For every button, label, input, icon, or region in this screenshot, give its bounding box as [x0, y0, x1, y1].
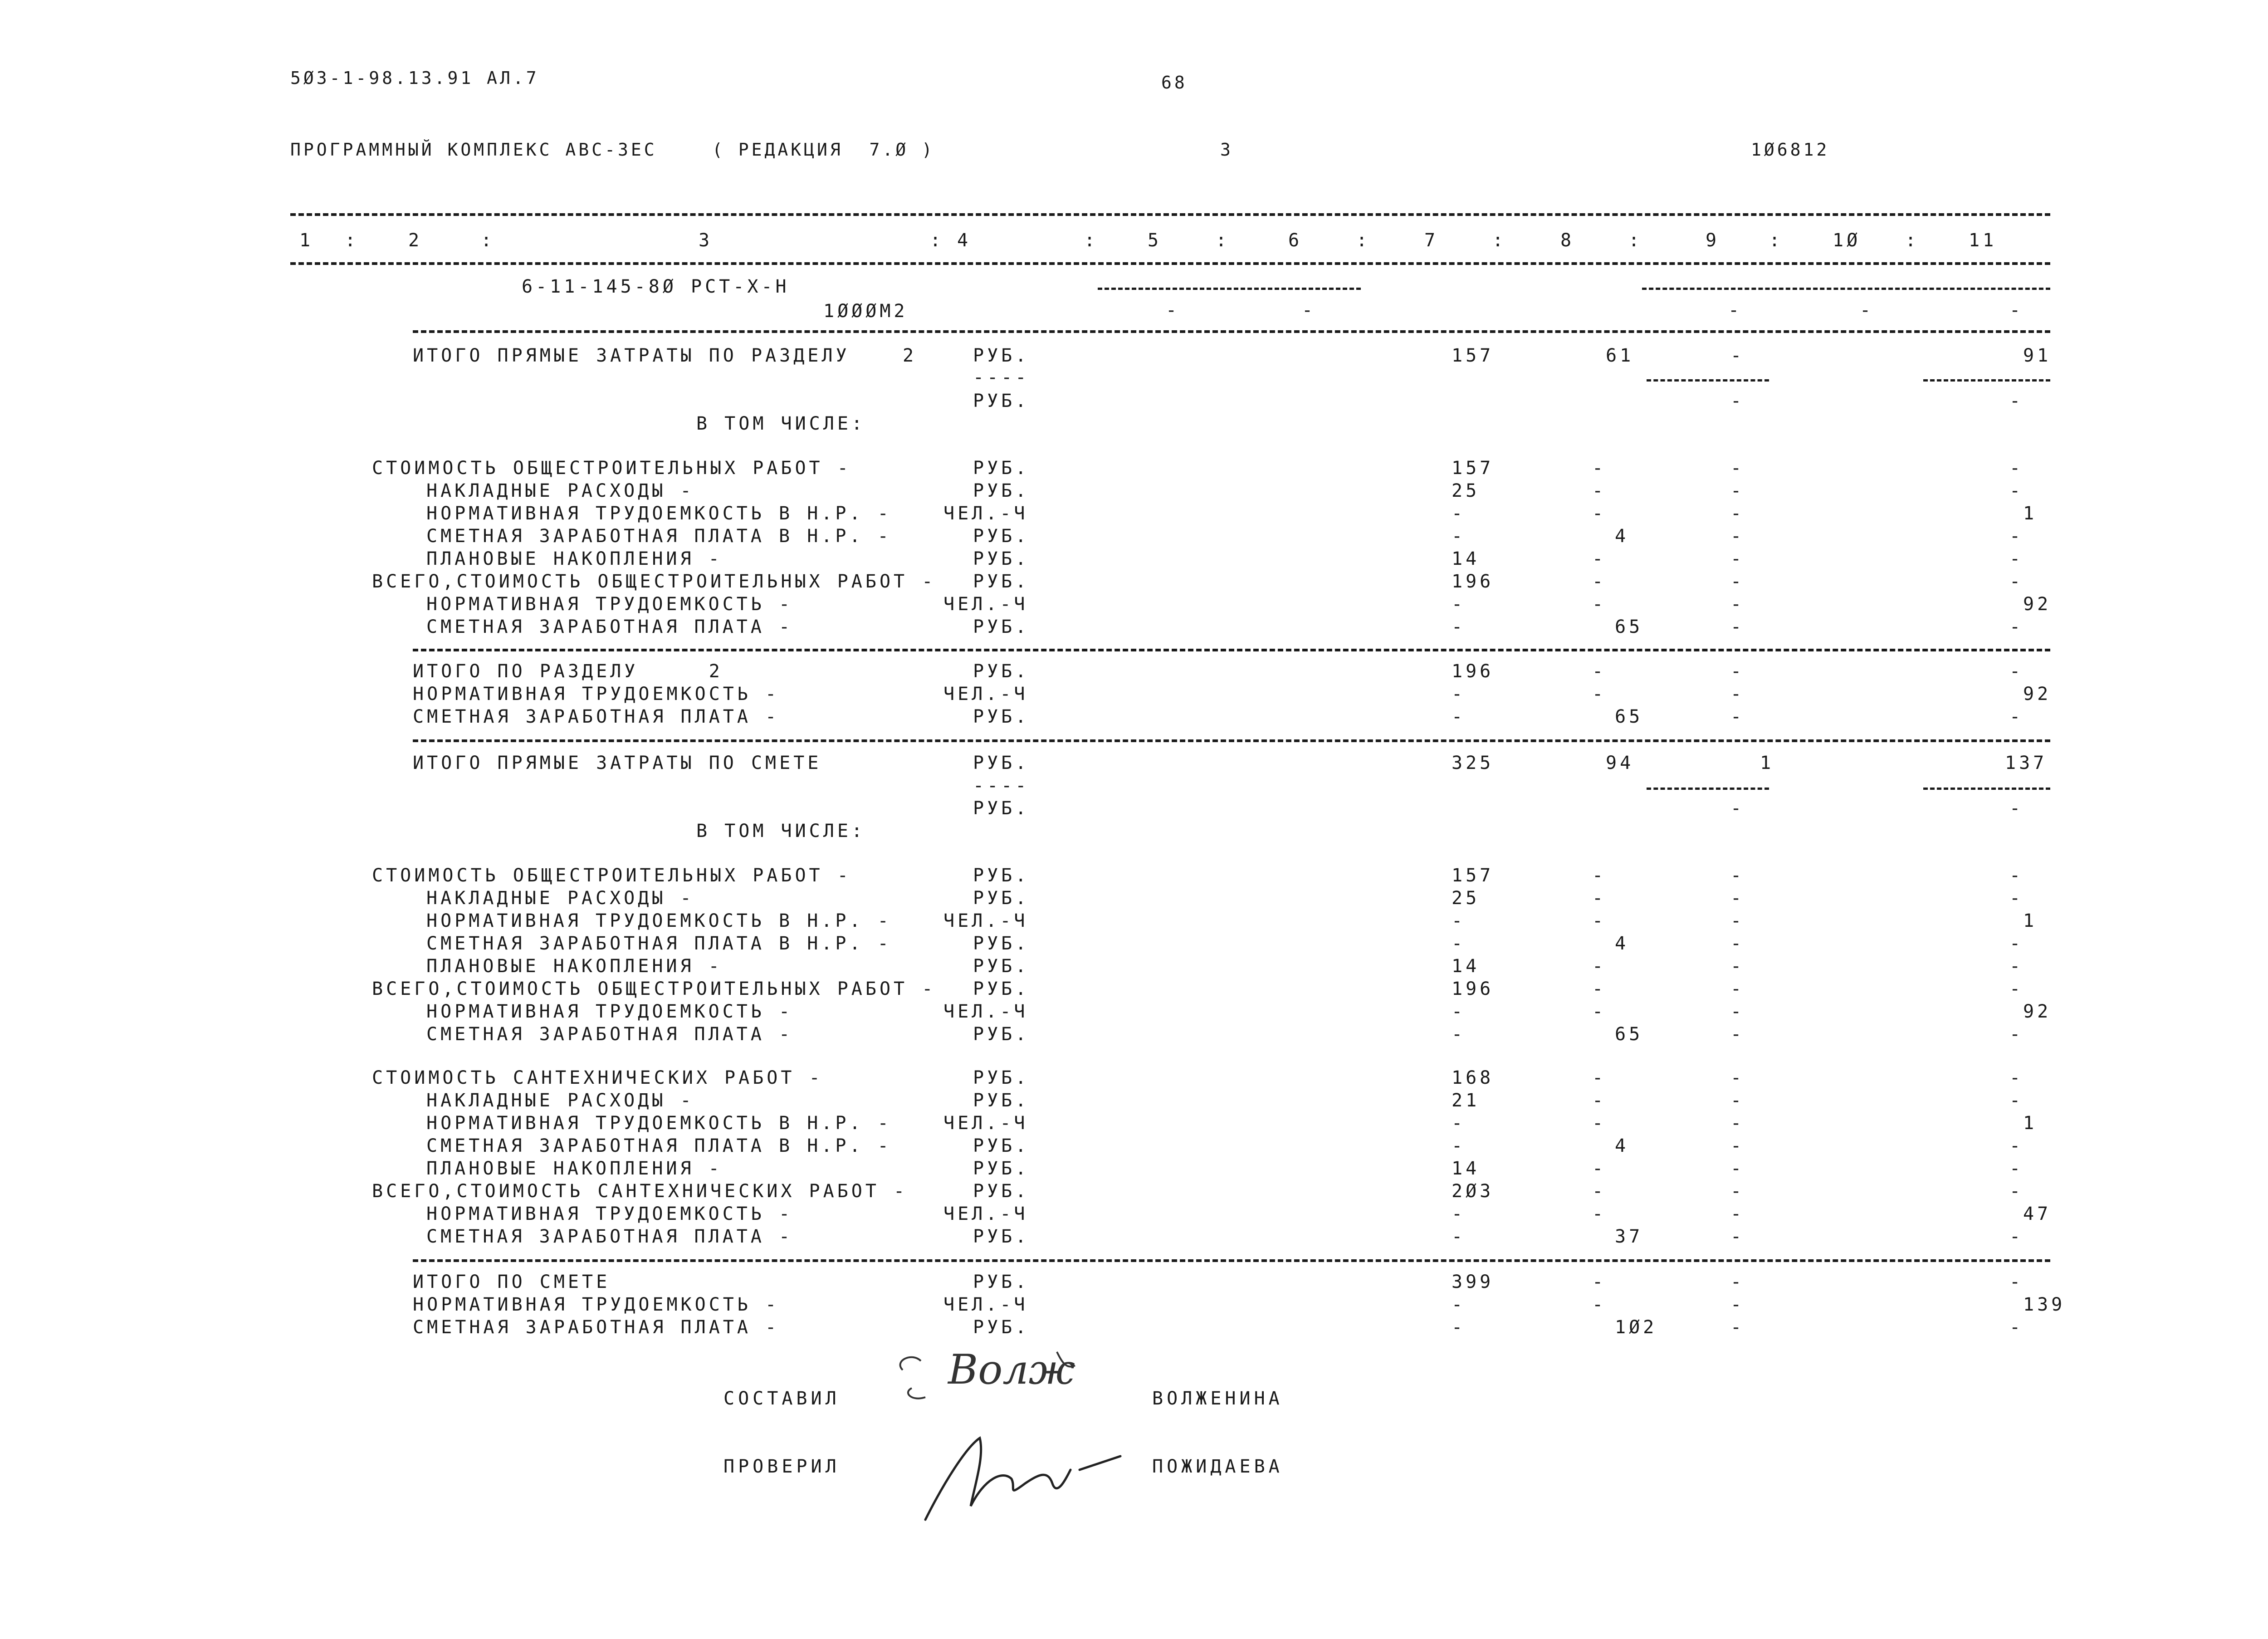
row-label: ПЛАНОВЫЕ НАКОПЛЕНИЯ -: [426, 548, 723, 569]
separator-line: [290, 213, 2050, 216]
row-v8: 4: [1615, 933, 1629, 954]
row-label: ПЛАНОВЫЕ НАКОПЛЕНИЯ -: [426, 1158, 723, 1179]
row-v9: -: [1730, 1226, 1745, 1247]
row-v7: -: [1452, 706, 1466, 727]
row-label: СМЕТНАЯ ЗАРАБОТНАЯ ПЛАТА -: [413, 706, 780, 727]
row-v8: -: [1592, 594, 1607, 615]
row-v8: -: [1592, 910, 1607, 931]
row-v11: -: [2009, 1272, 2024, 1292]
row-label: СМЕТНАЯ ЗАРАБОТНАЯ ПЛАТА -: [413, 1317, 780, 1338]
row-v8: -: [1592, 1090, 1607, 1111]
row-unit: ЧЕЛ.-Ч: [943, 1294, 1028, 1315]
row-unit: РУБ.: [973, 458, 1030, 479]
estimate-total-sep: ----: [973, 775, 1030, 796]
column-separator: :: [1769, 230, 1784, 251]
column-header-6: 6: [1288, 230, 1303, 251]
row-unit: РУБ.: [973, 933, 1030, 954]
column-header-10: 1Ø: [1833, 230, 1861, 251]
column-separator: :: [481, 230, 495, 251]
row-v11: 92: [2023, 594, 2052, 615]
row-label: СМЕТНАЯ ЗАРАБОТНАЯ ПЛАТА В Н.Р. -: [426, 933, 892, 954]
row-v11: -: [2009, 1090, 2024, 1111]
row-label: НОРМАТИВНАЯ ТРУДОЕМКОСТЬ -: [426, 594, 793, 615]
row-label: НОРМАТИВНАЯ ТРУДОЕМКОСТЬ -: [426, 1204, 793, 1224]
dash-mark: -: [1860, 300, 1874, 321]
row-v9: -: [1730, 594, 1745, 615]
row-v9: -: [1730, 1272, 1745, 1292]
svg-text:Волж: Волж: [948, 1346, 1075, 1394]
section-total-unit: РУБ.: [973, 345, 1030, 366]
row-v8: -: [1592, 458, 1607, 479]
row-v7: -: [1452, 933, 1466, 954]
separator-line: [1647, 788, 1769, 790]
row-v7: -: [1452, 1226, 1466, 1247]
norm-unit: 1ØØØМ2: [823, 301, 908, 322]
estimate-total-col11b: -: [2009, 798, 2024, 819]
section-total-col11: 91: [2023, 345, 2052, 366]
column-separator: :: [1216, 230, 1230, 251]
row-v9: -: [1730, 1024, 1745, 1045]
row-label: ВСЕГО,СТОИМОСТЬ ОБЩЕСТРОИТЕЛЬНЫХ РАБОТ -: [372, 979, 936, 999]
row-v7: 14: [1452, 548, 1480, 569]
separator-line: [413, 1259, 2050, 1262]
estimate-total-label: ИТОГО ПРЯМЫЕ ЗАТРАТЫ ПО СМЕТЕ: [413, 753, 822, 773]
row-v9: -: [1730, 661, 1745, 682]
row-unit: РУБ.: [973, 526, 1030, 547]
estimate-total-col8: 94: [1606, 753, 1634, 773]
row-unit: РУБ.: [973, 480, 1030, 501]
edition-label: ( РЕДАКЦИЯ 7.Ø ): [712, 140, 935, 160]
row-v7: -: [1452, 684, 1466, 705]
row-v11: -: [2009, 1135, 2024, 1156]
row-v11: 139: [2023, 1294, 2066, 1315]
section-total-col9b: -: [1730, 391, 1745, 411]
section-total-col9: -: [1730, 345, 1745, 366]
column-header-1: 1: [299, 230, 314, 251]
row-unit: РУБ.: [973, 1181, 1030, 1202]
row-label: ВСЕГО,СТОИМОСТЬ САНТЕХНИЧЕСКИХ РАБОТ -: [372, 1181, 908, 1202]
row-unit: РУБ.: [973, 616, 1030, 637]
row-v11: -: [2009, 526, 2024, 547]
sheet-number: 3: [1220, 140, 1233, 160]
row-label: СТОИМОСТЬ ОБЩЕСТРОИТЕЛЬНЫХ РАБОТ -: [372, 458, 851, 479]
row-label: СТОИМОСТЬ САНТЕХНИЧЕСКИХ РАБОТ -: [372, 1067, 823, 1088]
row-v8: 37: [1615, 1226, 1643, 1247]
row-v11: -: [2009, 933, 2024, 954]
column-separator: :: [345, 230, 359, 251]
row-label: СМЕТНАЯ ЗАРАБОТНАЯ ПЛАТА В Н.Р. -: [426, 1135, 892, 1156]
row-v11: -: [2009, 956, 2024, 977]
row-unit: РУБ.: [973, 1317, 1030, 1338]
column-header-5: 5: [1148, 230, 1162, 251]
row-v11: -: [2009, 979, 2024, 999]
row-v7: 157: [1452, 458, 1494, 479]
row-v9: -: [1730, 1181, 1745, 1202]
row-v9: -: [1730, 888, 1745, 909]
row-v11: 47: [2023, 1204, 2052, 1224]
separator-line: [413, 330, 2050, 333]
row-v8: 65: [1615, 616, 1643, 637]
row-v9: -: [1730, 571, 1745, 592]
row-v9: -: [1730, 1294, 1745, 1315]
row-v7: 196: [1452, 661, 1494, 682]
norm-code: 6-11-145-8Ø РСТ-Х-Н: [522, 276, 790, 297]
row-v9: -: [1730, 910, 1745, 931]
row-v9: -: [1730, 548, 1745, 569]
row-v8: -: [1592, 1294, 1607, 1315]
row-v8: -: [1592, 1272, 1607, 1292]
row-v7: -: [1452, 1135, 1466, 1156]
row-unit: РУБ.: [973, 956, 1030, 977]
column-separator: :: [1084, 230, 1099, 251]
estimate-total-unit2: РУБ.: [973, 798, 1030, 819]
row-v11: -: [2009, 548, 2024, 569]
separator-line: [1098, 288, 1361, 290]
row-v7: -: [1452, 594, 1466, 615]
row-v8: -: [1592, 571, 1607, 592]
row-unit: ЧЕЛ.-Ч: [943, 1204, 1028, 1224]
row-v11: -: [2009, 888, 2024, 909]
row-label: ПЛАНОВЫЕ НАКОПЛЕНИЯ -: [426, 956, 723, 977]
program-name: ПРОГРАММНЫЙ КОМПЛЕКС АВС-3ЕС: [290, 140, 657, 160]
row-v9: -: [1730, 979, 1745, 999]
dash-mark: -: [2009, 300, 2024, 321]
form-code: 1Ø6812: [1751, 140, 1830, 160]
row-v11: -: [2009, 616, 2024, 637]
row-v7: 25: [1452, 480, 1480, 501]
row-v9: -: [1730, 1090, 1745, 1111]
checked-signature: [916, 1429, 1134, 1529]
row-v8: 4: [1615, 1135, 1629, 1156]
document-code: 5Ø3-1-98.13.91 АЛ.7: [290, 68, 539, 88]
row-v8: -: [1592, 1067, 1607, 1088]
row-unit: РУБ.: [973, 1158, 1030, 1179]
row-v7: 168: [1452, 1067, 1494, 1088]
row-v9: -: [1730, 1001, 1745, 1022]
separator-line: [413, 739, 2050, 742]
column-header-8: 8: [1560, 230, 1575, 251]
row-v8: -: [1592, 865, 1607, 886]
row-unit: ЧЕЛ.-Ч: [943, 910, 1028, 931]
section-total-col11b: -: [2009, 391, 2024, 411]
checked-name: ПОЖИДАЕВА: [1152, 1456, 1283, 1477]
row-unit: РУБ.: [973, 888, 1030, 909]
row-label: НАКЛАДНЫЕ РАСХОДЫ -: [426, 1090, 694, 1111]
row-v11: -: [2009, 480, 2024, 501]
including-label: В ТОМ ЧИСЛЕ:: [696, 413, 865, 434]
row-v7: 21: [1452, 1090, 1480, 1111]
row-label: СМЕТНАЯ ЗАРАБОТНАЯ ПЛАТА -: [426, 1024, 793, 1045]
row-v8: -: [1592, 888, 1607, 909]
row-unit: РУБ.: [973, 979, 1030, 999]
row-v9: -: [1730, 956, 1745, 977]
column-header-9: 9: [1706, 230, 1720, 251]
row-v8: 4: [1615, 526, 1629, 547]
row-label: НОРМАТИВНАЯ ТРУДОЕМКОСТЬ В Н.Р. -: [426, 1113, 892, 1134]
row-label: НОРМАТИВНАЯ ТРУДОЕМКОСТЬ -: [426, 1001, 793, 1022]
row-label: ВСЕГО,СТОИМОСТЬ ОБЩЕСТРОИТЕЛЬНЫХ РАБОТ -: [372, 571, 936, 592]
row-v11: -: [2009, 1226, 2024, 1247]
row-label: СМЕТНАЯ ЗАРАБОТНАЯ ПЛАТА -: [426, 1226, 793, 1247]
row-v11: -: [2009, 1067, 2024, 1088]
row-v7: -: [1452, 910, 1466, 931]
row-unit: ЧЕЛ.-Ч: [943, 1113, 1028, 1134]
row-v9: -: [1730, 1135, 1745, 1156]
row-v9: -: [1730, 1067, 1745, 1088]
row-v8: -: [1592, 480, 1607, 501]
dash-mark: -: [1302, 300, 1316, 321]
compiled-label: СОСТАВИЛ: [723, 1388, 840, 1409]
estimate-total-unit: РУБ.: [973, 753, 1030, 773]
row-v9: -: [1730, 1204, 1745, 1224]
row-v11: -: [2009, 1317, 2024, 1338]
row-unit: РУБ.: [973, 1226, 1030, 1247]
row-unit: РУБ.: [973, 1090, 1030, 1111]
row-unit: ЧЕЛ.-Ч: [943, 503, 1028, 524]
column-header-3: 3: [699, 230, 713, 251]
row-label: СМЕТНАЯ ЗАРАБОТНАЯ ПЛАТА В Н.Р. -: [426, 526, 892, 547]
row-v8: -: [1592, 979, 1607, 999]
row-v8: -: [1592, 956, 1607, 977]
row-v8: -: [1592, 1204, 1607, 1224]
estimate-total-col7: 325: [1452, 753, 1494, 773]
row-v9: -: [1730, 616, 1745, 637]
row-v7: 157: [1452, 865, 1494, 886]
row-unit: РУБ.: [973, 571, 1030, 592]
row-unit: РУБ.: [973, 1272, 1030, 1292]
estimate-total-col11: 137: [2005, 753, 2048, 773]
row-v11: -: [2009, 1158, 2024, 1179]
row-v7: -: [1452, 1294, 1466, 1315]
row-label: НОРМАТИВНАЯ ТРУДОЕМКОСТЬ В Н.Р. -: [426, 910, 892, 931]
compiled-signature: [885, 1334, 1111, 1434]
row-v9: -: [1730, 503, 1745, 524]
row-label: НОРМАТИВНАЯ ТРУДОЕМКОСТЬ -: [413, 684, 780, 705]
row-unit: ЧЕЛ.-Ч: [943, 594, 1028, 615]
section-total-col8: 61: [1606, 345, 1634, 366]
row-v8: -: [1592, 503, 1607, 524]
row-v7: -: [1452, 1113, 1466, 1134]
row-unit: РУБ.: [973, 1067, 1030, 1088]
row-v7: 196: [1452, 979, 1494, 999]
row-label: НОРМАТИВНАЯ ТРУДОЕМКОСТЬ -: [413, 1294, 780, 1315]
estimate-total-col9b: -: [1730, 798, 1745, 819]
row-v9: -: [1730, 480, 1745, 501]
section-total-unit2: РУБ.: [973, 391, 1030, 411]
row-v7: 14: [1452, 1158, 1480, 1179]
dash-mark: -: [1166, 300, 1180, 321]
row-v11: 1: [2023, 910, 2038, 931]
section-total-number: 2: [903, 345, 917, 366]
row-v11: -: [2009, 865, 2024, 886]
separator-line: [1923, 788, 2050, 790]
row-v8: 1Ø2: [1615, 1317, 1657, 1338]
row-v9: -: [1730, 526, 1745, 547]
row-v7: -: [1452, 526, 1466, 547]
row-v8: -: [1592, 1158, 1607, 1179]
row-v8: 65: [1615, 706, 1643, 727]
row-v7: 196: [1452, 571, 1494, 592]
column-separator: :: [930, 230, 944, 251]
row-v9: -: [1730, 706, 1745, 727]
row-v11: -: [2009, 1181, 2024, 1202]
separator-line: [413, 649, 2050, 651]
section-total-sep: ----: [973, 367, 1030, 388]
row-v11: 92: [2023, 684, 2052, 705]
row-v8: -: [1592, 684, 1607, 705]
row-v11: 92: [2023, 1001, 2052, 1022]
row-v8: -: [1592, 1001, 1607, 1022]
row-v7: 14: [1452, 956, 1480, 977]
row-unit: РУБ.: [973, 1135, 1030, 1156]
row-v11: -: [2009, 661, 2024, 682]
row-v11: -: [2009, 571, 2024, 592]
column-header-7: 7: [1424, 230, 1439, 251]
row-v8: -: [1592, 1113, 1607, 1134]
row-v11: -: [2009, 706, 2024, 727]
row-v7: -: [1452, 1317, 1466, 1338]
row-v7: -: [1452, 616, 1466, 637]
row-v11: 1: [2023, 1113, 2038, 1134]
row-v8: -: [1592, 1181, 1607, 1202]
row-unit: РУБ.: [973, 661, 1030, 682]
separator-line: [1647, 379, 1769, 382]
row-label: НОРМАТИВНАЯ ТРУДОЕМКОСТЬ В Н.Р. -: [426, 503, 892, 524]
including-label: В ТОМ ЧИСЛЕ:: [696, 821, 865, 842]
row-v7: 399: [1452, 1272, 1494, 1292]
row-unit: ЧЕЛ.-Ч: [943, 1001, 1028, 1022]
row-v9: -: [1730, 1158, 1745, 1179]
row-v11: -: [2009, 1024, 2024, 1045]
row-v11: 1: [2023, 503, 2038, 524]
row-v9: -: [1730, 458, 1745, 479]
row-unit: ЧЕЛ.-Ч: [943, 684, 1028, 705]
row-unit: РУБ.: [973, 706, 1030, 727]
section-total-label: ИТОГО ПРЯМЫЕ ЗАТРАТЫ ПО РАЗДЕЛУ: [413, 345, 850, 366]
checked-label: ПРОВЕРИЛ: [723, 1456, 840, 1477]
row-label: НАКЛАДНЫЕ РАСХОДЫ -: [426, 480, 694, 501]
row-v7: -: [1452, 1024, 1466, 1045]
column-header-2: 2: [408, 230, 423, 251]
row-v7: -: [1452, 503, 1466, 524]
column-header-4: 4: [957, 230, 972, 251]
column-separator: :: [1628, 230, 1643, 251]
row-v8: -: [1592, 661, 1607, 682]
section-total-col7: 157: [1452, 345, 1494, 366]
row-v9: -: [1730, 933, 1745, 954]
row-unit: РУБ.: [973, 865, 1030, 886]
compiled-name: ВОЛЖЕНИНА: [1152, 1388, 1283, 1409]
row-unit: РУБ.: [973, 548, 1030, 569]
row-v7: -: [1452, 1001, 1466, 1022]
dash-mark: -: [1728, 300, 1743, 321]
row-label: СМЕТНАЯ ЗАРАБОТНАЯ ПЛАТА -: [426, 616, 793, 637]
estimate-total-col9: 1: [1760, 753, 1774, 773]
row-v8: -: [1592, 548, 1607, 569]
row-v9: -: [1730, 684, 1745, 705]
separator-line: [1642, 288, 2050, 290]
row-unit: РУБ.: [973, 1024, 1030, 1045]
column-separator: :: [1905, 230, 1920, 251]
row-label: НАКЛАДНЫЕ РАСХОДЫ -: [426, 888, 694, 909]
row-v9: -: [1730, 1113, 1745, 1134]
row-label: ИТОГО ПО СМЕТЕ: [413, 1272, 611, 1292]
row-v7: -: [1452, 1204, 1466, 1224]
column-header-11: 11: [1969, 230, 1997, 251]
row-label: СТОИМОСТЬ ОБЩЕСТРОИТЕЛЬНЫХ РАБОТ -: [372, 865, 851, 886]
row-v9: -: [1730, 1317, 1745, 1338]
column-separator: :: [1492, 230, 1507, 251]
row-v8: 65: [1615, 1024, 1643, 1045]
separator-line: [1923, 379, 2050, 382]
row-v9: -: [1730, 865, 1745, 886]
row-v7: 2Ø3: [1452, 1181, 1494, 1202]
column-separator: :: [1356, 230, 1371, 251]
row-v11: -: [2009, 458, 2024, 479]
row-v7: 25: [1452, 888, 1480, 909]
row-label: ИТОГО ПО РАЗДЕЛУ 2: [413, 661, 723, 682]
separator-line: [290, 262, 2050, 265]
page-number: 68: [1161, 73, 1188, 93]
